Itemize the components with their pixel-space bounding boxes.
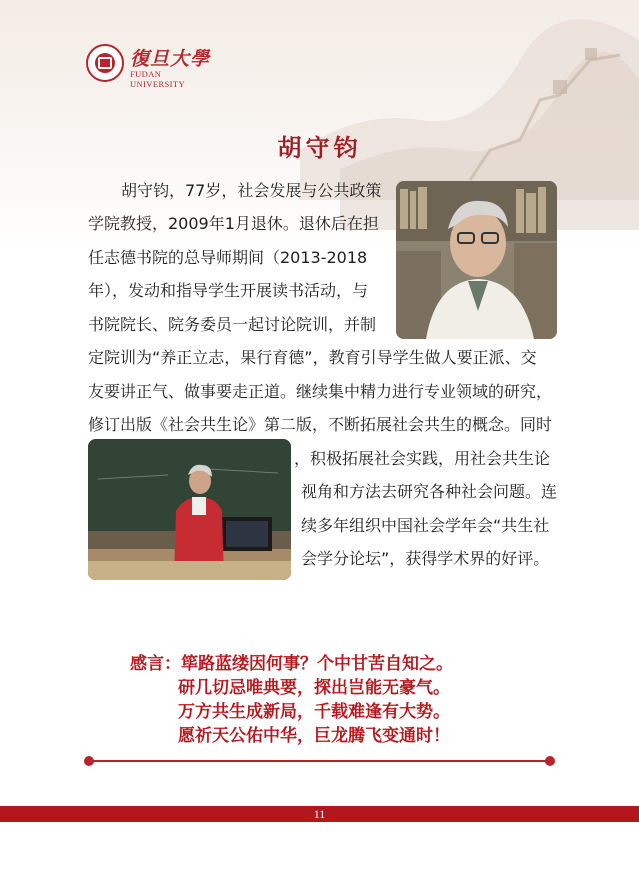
body-line: 年），发动和指导学生开展读书活动，与 (88, 281, 369, 300)
fudan-logo (86, 44, 216, 89)
logo-english-name: FUDAN UNIVERSITY (130, 69, 185, 89)
divider-dot-left (84, 756, 94, 766)
body-line: 书院院长、院务委员一起讨论院训，并制 (88, 315, 377, 334)
poem-line: 万方共生成新局，千载难逢有大势。 (178, 702, 450, 722)
body-line: 任志德书院的总导师期间（2013-2018 (88, 248, 368, 267)
body-line: 会学分论坛”，获得学术界的好评。 (301, 549, 550, 568)
divider-dot-right (545, 756, 555, 766)
classroom-photo (88, 439, 291, 580)
body-line: 友要讲正气、做事要走正道。继续集中精力进行专业领域的研究， (88, 382, 553, 401)
body-line: 定院训为“养正立志，果行育德”，教育引导学生做人要正派、交 (88, 348, 537, 367)
footer-bar (0, 806, 639, 822)
page-number: 11 (313, 807, 326, 821)
poem-line: 愿祈天公佑中华，巨龙腾飞变通时！ (178, 726, 450, 746)
poem-line: 感言：筚路蓝缕因何事？个中甘苦自知之。 (130, 654, 453, 674)
body-line: 学院教授，2009年1月退休。退休后在担 (88, 214, 379, 233)
divider-line (86, 760, 553, 762)
university-seal-icon (86, 44, 124, 82)
poem-block (130, 652, 453, 748)
page-title: 胡守钧 (277, 133, 362, 162)
body-line: 视角和方法去研究各种社会问题。连 (301, 482, 558, 501)
poem-line: 研几切忌唯典要，探出岂能无豪气。 (178, 678, 450, 698)
logo-chinese-name: 復旦大學 (130, 48, 211, 70)
body-line: ，积极拓展社会实践，用社会共生论 (294, 449, 551, 468)
body-line: 修订出版《社会共生论》第二版，不断拓展社会共生的概念。同时 (88, 415, 553, 434)
body-line: 胡守钧，77岁，社会发展与公共政策 (121, 181, 382, 200)
portrait-photo (396, 181, 557, 339)
body-line: 续多年组织中国社会学年会“共生社 (301, 516, 550, 535)
